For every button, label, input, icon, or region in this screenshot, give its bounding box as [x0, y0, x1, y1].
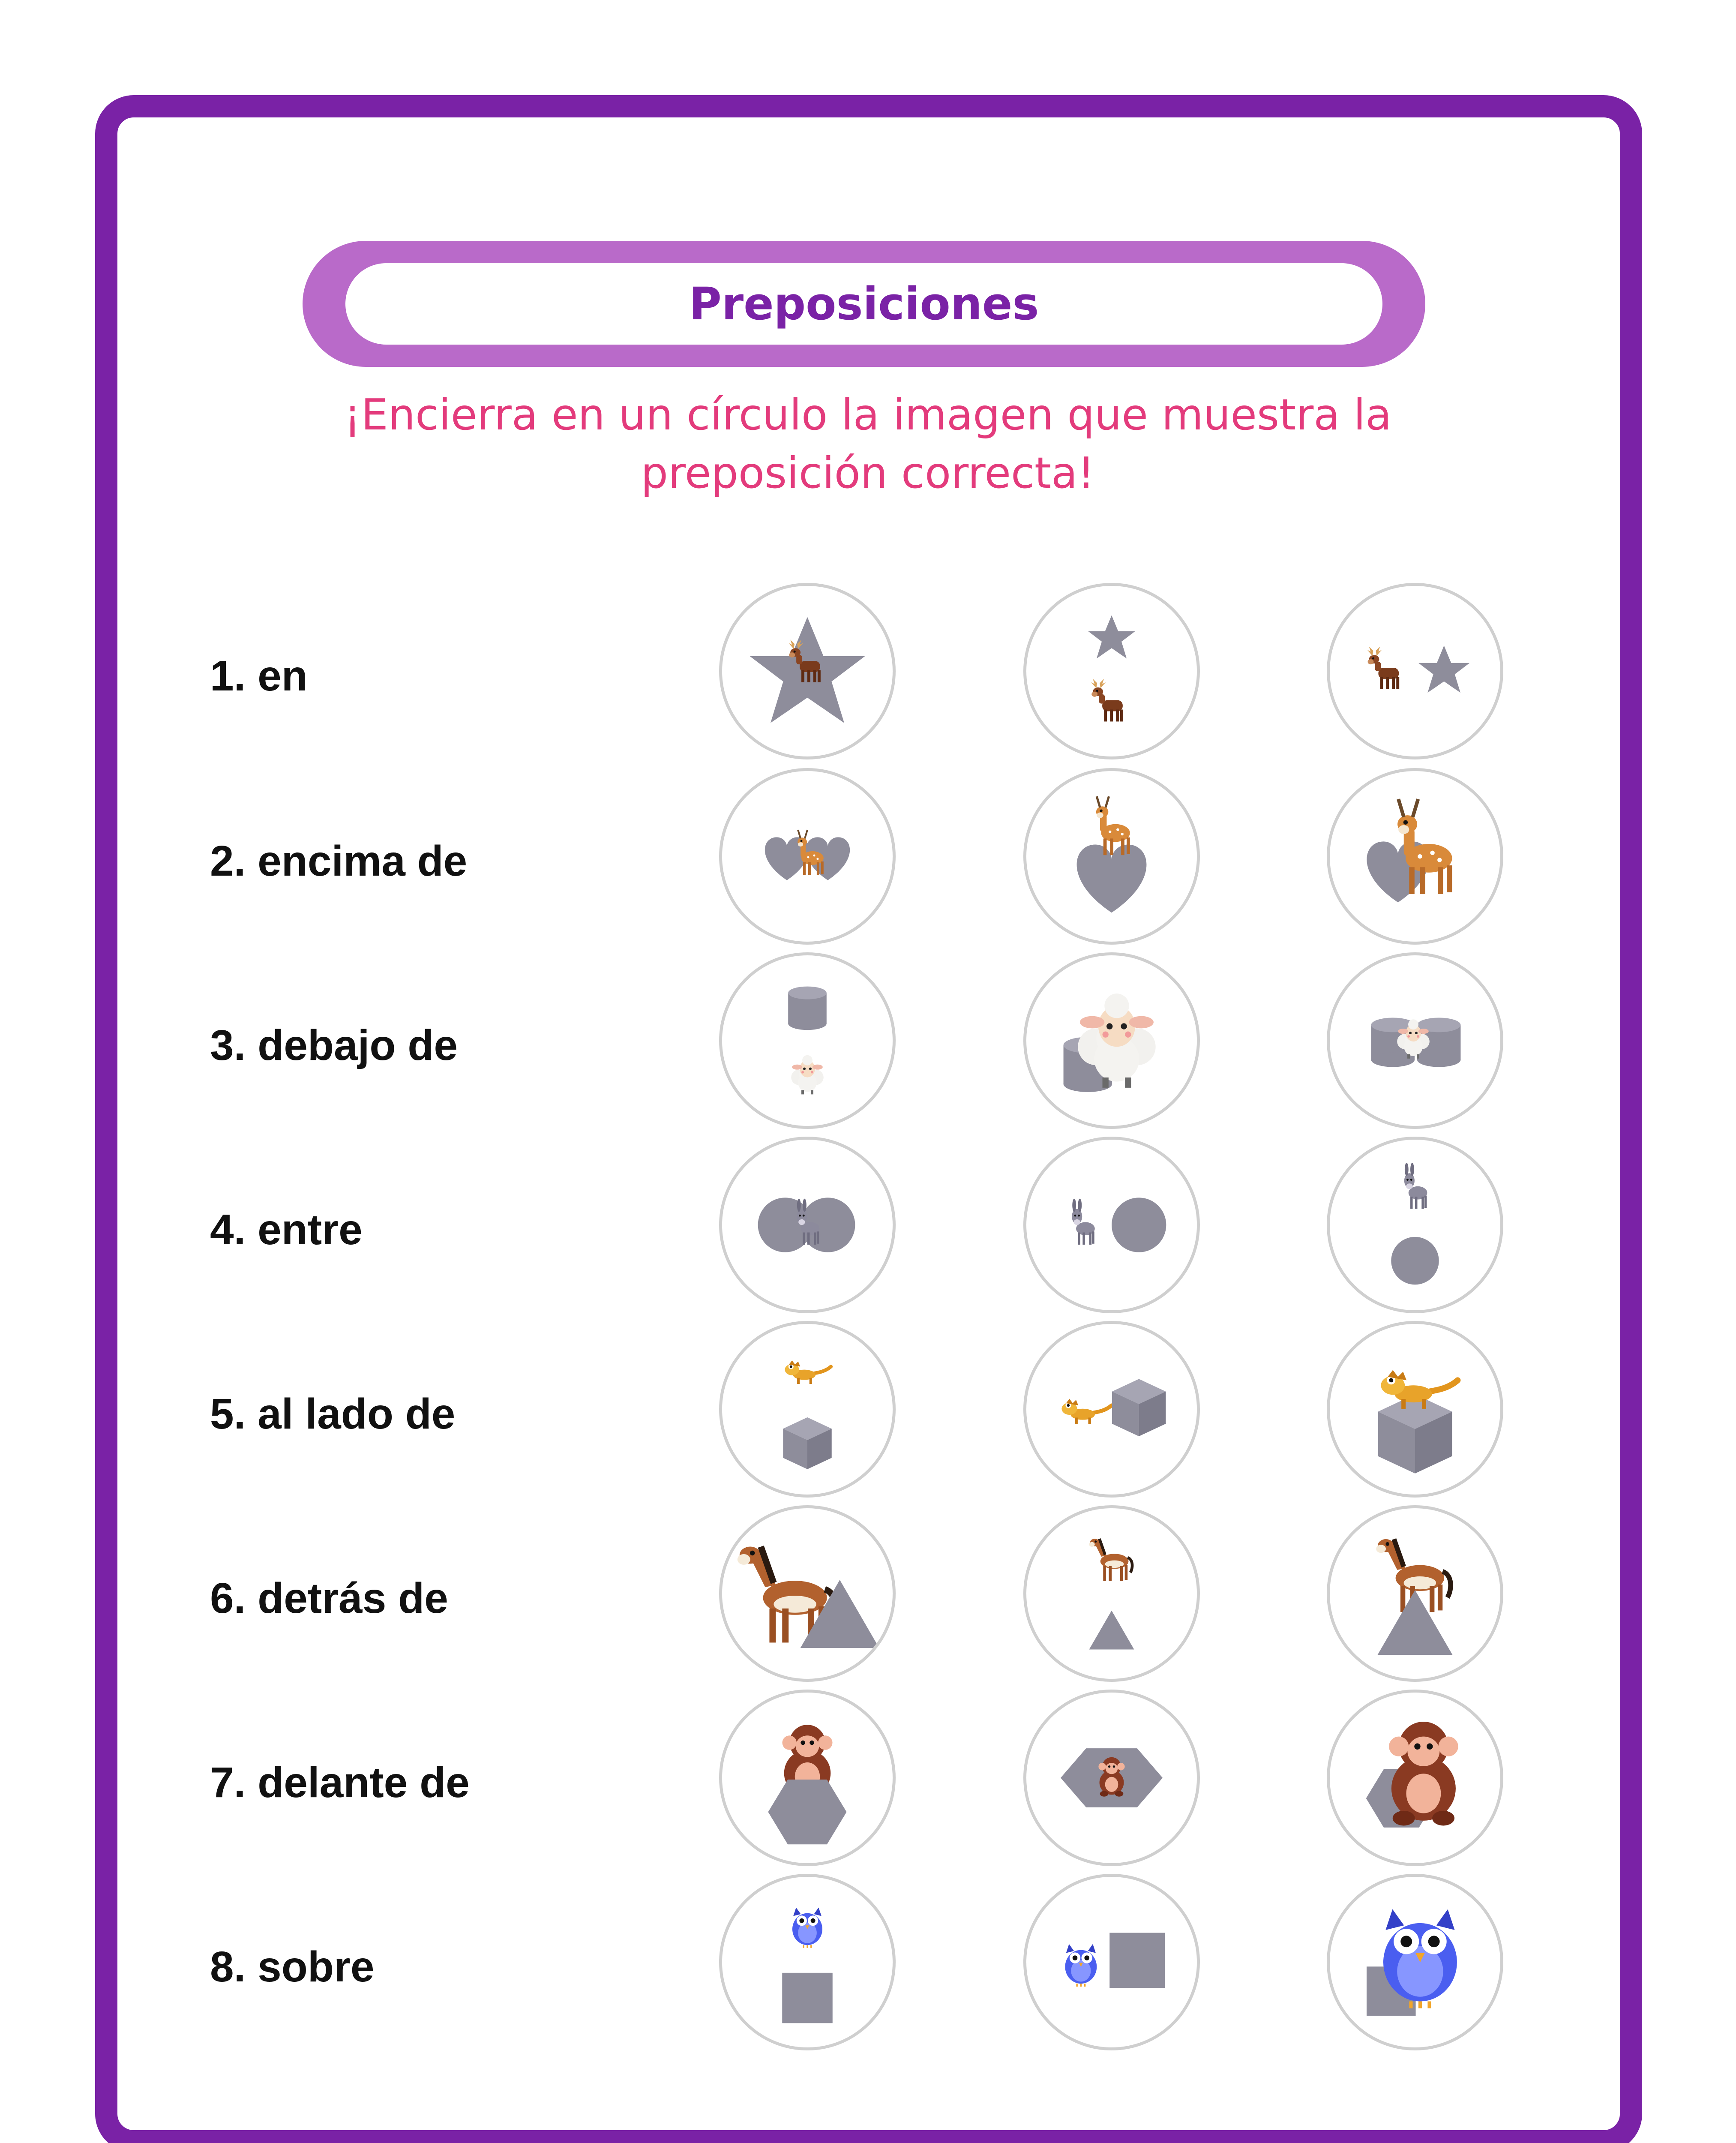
question-label: 5. al lado de [210, 1390, 456, 1438]
option-deer-between-hearts[interactable] [719, 768, 896, 945]
worksheet-title: Preposiciones [689, 278, 1039, 330]
instructions-text: ¡Encierra en un círculo la imagen que muestra la preposición correcta! [344, 390, 1392, 498]
question-label: 4. entre [210, 1206, 363, 1254]
option-lizard-on-cube[interactable] [1327, 1321, 1503, 1498]
option-monkey-behind-hexagon[interactable] [719, 1690, 896, 1866]
question-row-8 [0, 1874, 1736, 2054]
option-deer-on-top-of-heart[interactable] [1023, 768, 1200, 945]
question-label: 1. en [210, 652, 308, 700]
question-label: 2. encima de [210, 837, 468, 885]
option-donkey-above-circle[interactable] [1327, 1137, 1503, 1313]
question-row-6 [0, 1505, 1736, 1685]
question-label: 8. sobre [210, 1943, 375, 1991]
option-deer-in-front-of-heart[interactable] [1327, 768, 1503, 945]
title-banner-inner [345, 263, 1382, 345]
option-moose-beside-star[interactable] [1327, 583, 1503, 759]
question-row-4 [0, 1137, 1736, 1317]
title-banner [303, 241, 1425, 367]
option-owl-beside-square[interactable] [1023, 1874, 1200, 2050]
option-sheep-in-front-of-cylinder[interactable] [1023, 952, 1200, 1129]
option-horse-behind-triangle[interactable] [1327, 1505, 1503, 1682]
option-horse-in-front-of-triangle[interactable] [719, 1505, 896, 1682]
option-monkey-in-front-of-hexagon[interactable] [1327, 1690, 1503, 1866]
question-row-1 [0, 583, 1736, 763]
option-donkey-beside-circle[interactable] [1023, 1137, 1200, 1313]
option-lizard-beside-cube[interactable] [1023, 1321, 1200, 1498]
option-cylinder-above-sheep[interactable] [719, 952, 896, 1129]
option-moose-inside-star[interactable] [719, 583, 896, 759]
option-owl-above-square[interactable] [719, 1874, 896, 2050]
option-monkey-inside-hexagon[interactable] [1023, 1690, 1200, 1866]
question-row-3 [0, 952, 1736, 1132]
option-sheep-between-cylinders[interactable] [1327, 952, 1503, 1129]
question-label: 7. delante de [210, 1759, 470, 1807]
question-row-5 [0, 1321, 1736, 1501]
question-label: 3. debajo de [210, 1021, 458, 1069]
option-lizard-above-cube[interactable] [719, 1321, 896, 1498]
question-row-7 [0, 1690, 1736, 1870]
option-horse-above-triangle[interactable] [1023, 1505, 1200, 1682]
option-owl-in-front-of-square[interactable] [1327, 1874, 1503, 2050]
question-row-2 [0, 768, 1736, 948]
option-star-above-moose[interactable] [1023, 583, 1200, 759]
option-donkey-between-circles[interactable] [719, 1137, 896, 1313]
question-label: 6. detrás de [210, 1574, 448, 1622]
